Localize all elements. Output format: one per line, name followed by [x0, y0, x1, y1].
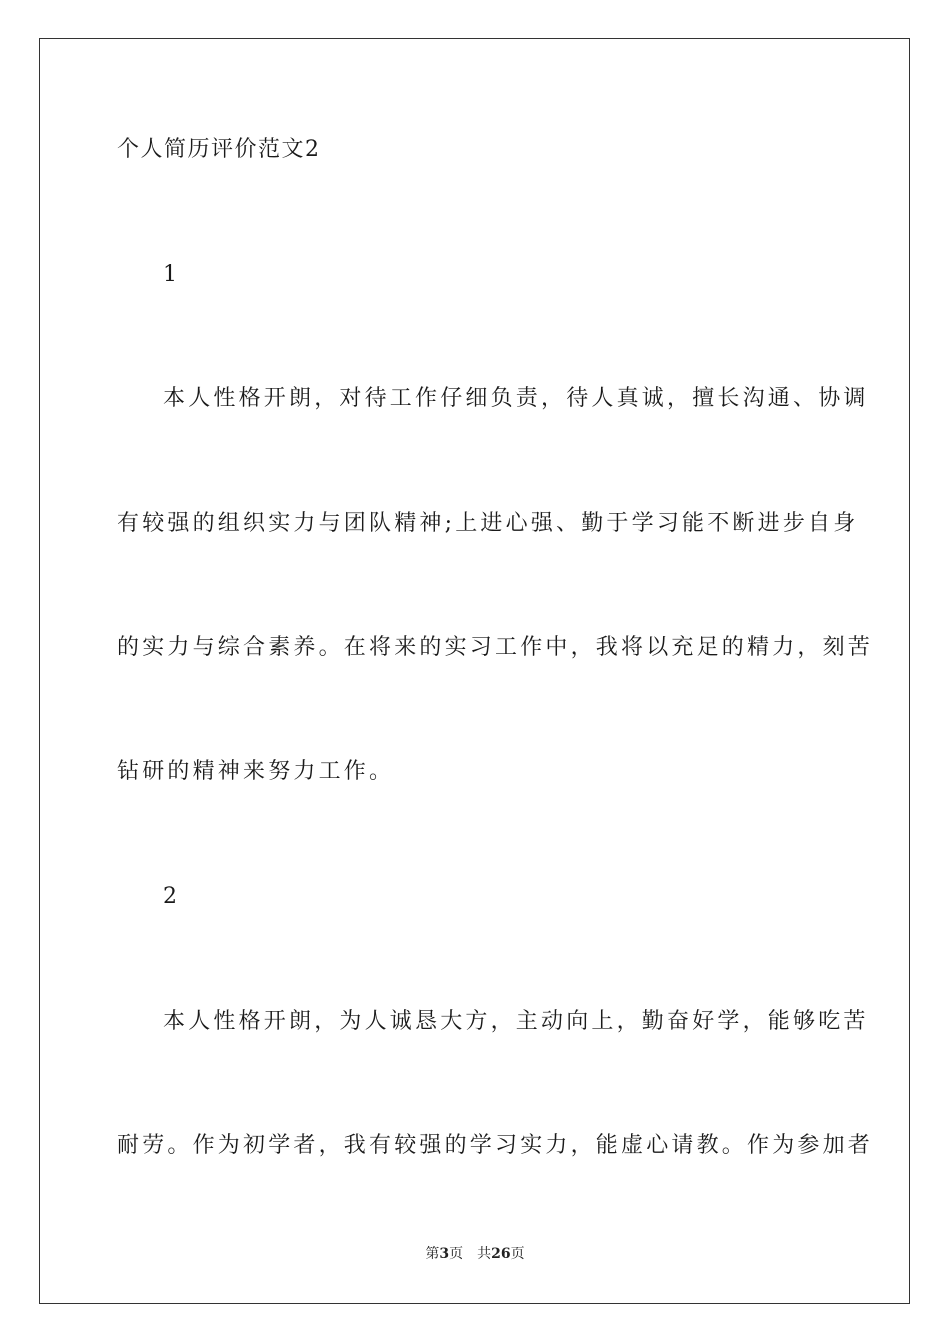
paragraph-line: 本人性格开朗，为人诚恳大方，主动向上，勤奋好学，能够吃苦	[163, 1009, 869, 1034]
paragraph-line: 耐劳。作为初学者，我有较强的学习实力，能虚心请教。作为参加者	[117, 1133, 874, 1158]
page-frame	[39, 38, 910, 1304]
paragraph-line: 有较强的组织实力与团队精神;上进心强、勤于学习能不断进步自身	[117, 511, 859, 536]
section-number-1: 1	[163, 262, 179, 287]
total-pages: 26	[491, 1246, 511, 1262]
paragraph-line: 本人性格开朗，对待工作仔细负责，待人真诚，擅长沟通、协调	[163, 386, 869, 411]
total-prefix: 共	[477, 1246, 492, 1262]
page-footer	[0, 1244, 950, 1264]
section-number-2: 2	[163, 884, 179, 909]
page-suffix: 页	[449, 1246, 464, 1262]
paragraph-line: 钻研的精神来努力工作。	[117, 759, 395, 784]
document-title: 个人简历评价范文2	[117, 137, 321, 162]
total-suffix: 页	[510, 1246, 525, 1262]
page-prefix: 第	[425, 1246, 440, 1262]
paragraph-line: 的实力与综合素养。在将来的实习工作中，我将以充足的精力，刻苦	[117, 635, 874, 660]
page-number: 3	[439, 1246, 450, 1262]
